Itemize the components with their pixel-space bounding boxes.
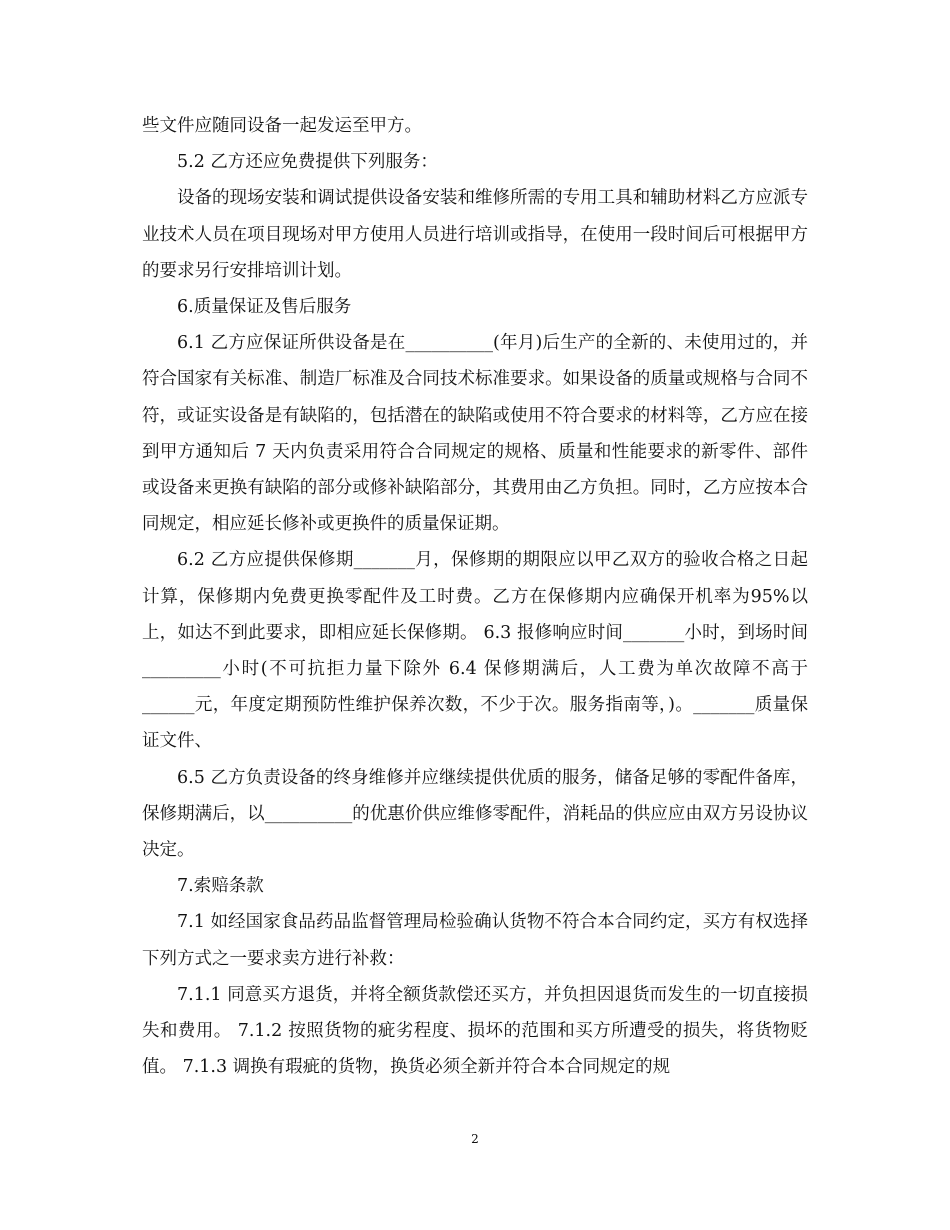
paragraph-7-1-x: 7.1.1 同意买方退货，并将全额货款偿还买方，并负担因退货而发生的一切直接损失和费用。 7.1.2 按照货物的疵劣程度、损坏的范围和买方所遭受的损失，将货物贬值。 7.1.3 调换有瑕疵的货物，换货必须全新并符合本合同规定的规 [142, 984, 808, 1078]
paragraph-1: 些文件应随同设备一起发运至甲方。 [142, 116, 422, 136]
paragraph-2: 5.2 乙方还应免费提供下列服务： [177, 152, 438, 173]
section-heading-7: 7.索赔条款 [177, 876, 264, 897]
paragraph-6-2: 6.2 乙方应提供保修期_______月，保修期的期限应以甲乙双方的验收合格之日起计算，保修期内免费更换零配件及工时费。乙方在保修期内应确保开机率为95%以上，如达不到此要求，即相应延长保修期。 6.3 报修响应时间_______小时，到场时间_________小时(不可抗拒力量下除外 6.4 保修期满后，人工费为单次故障不高于______元，年度定期预防性维护保养次数，不少于次。服务指南等，)。_______质量保证文件、 [142, 550, 808, 752]
paragraph-6-5: 6.5 乙方负责设备的终身维修并应继续提供优质的服务，储备足够的零配件备库，保修期满后，以__________的优惠价供应维修零配件，消耗品的供应应由双方另设协议决定。 [142, 767, 808, 861]
paragraph-6-1: 6.1 乙方应保证所供设备是在__________(年月)后生产的全新的、未使用过的，并符合国家有关标准、制造厂标准及合同技术标准要求。如果设备的质量或规格与合同不符，或证实设备是有缺陷的，包括潜在的缺陷或使用不符合要求的材料等，乙方应在接到甲方通知后 7 天内负责采用符合合同规定的规格、质量和性能要求的新零件、部件或设备来更换有缺陷的部分或修补缺陷部分，其费用由乙方负担。同时，乙方应按本合同规定，相应延长修补或更换件的质量保证期。 [142, 333, 808, 535]
paragraph-7-1: 7.1 如经国家食品药品监督管理局检验确认货物不符合本合同约定，买方有权选择下列方式之一要求卖方进行补救： [142, 912, 808, 969]
section-heading-6: 6.质量保证及售后服务 [177, 297, 352, 318]
document-body [142, 108, 808, 1085]
paragraph-3: 设备的现场安装和调试提供设备安装和维修所需的专用工具和辅助材料乙方应派专业技术人员在项目现场对甲方使用人员进行培训或指导，在使用一段时间后可根据甲方的要求另行安排培训计划。 [142, 188, 808, 281]
page-number: 2 [471, 1132, 479, 1146]
